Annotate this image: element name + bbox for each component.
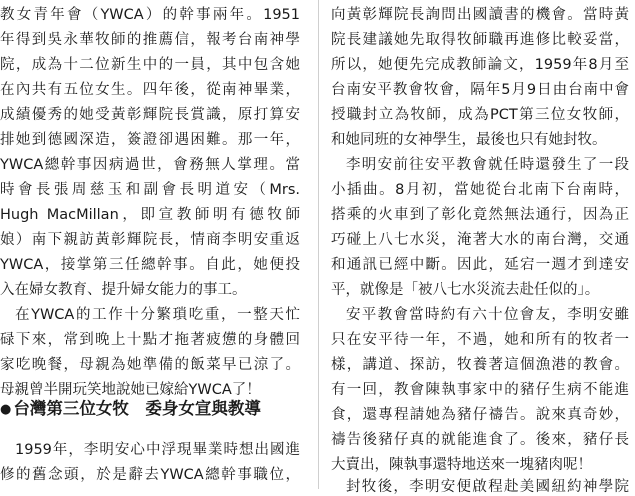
text-line: 和通訊已經中斷。因此，延宕一週才到達安	[331, 257, 629, 273]
text-line: 家吃晚餐，母親為她準備的飯菜早已涼了。	[0, 357, 300, 373]
text-line: 大賣出，陳執事還特地送來一塊豬肉呢！	[331, 457, 592, 473]
text-line: 平，就像是「被八七水災流去赴任似的」。	[331, 282, 600, 298]
text-line: 年得到吳永華牧師的推薦信，報考台南神學	[0, 32, 300, 48]
text-line: 授職封立為牧師，成為PCT第三位女牧師，	[331, 107, 629, 123]
paragraph-first-line: 在YWCA的工作十分繁瑣吃重，一整天忙	[15, 307, 300, 323]
text-line: 巧碰上八七水災，淹著大水的南台灣，交通	[331, 232, 629, 248]
text-line: 成績優秀的她受黃彰輝院長賞識，原打算安	[0, 107, 300, 123]
text-line: 時會長張周慈玉和副會長明道安（Mrs.	[0, 182, 300, 198]
text-line: YWCA，接掌第三任總幹事。自此，她便投	[0, 257, 300, 273]
left-column	[0, 0, 306, 489]
text-line: 娘）南下親訪黃彰輝院長，情商李明安重返	[0, 232, 300, 248]
bullet-icon: ●	[0, 402, 12, 417]
text-line: 有一回，教會陳執事家中的豬仔生病不能進	[331, 382, 629, 398]
text-line: YWCA總幹事因病過世，會務無人掌理。當	[0, 157, 300, 173]
column-divider	[318, 0, 319, 489]
paragraph-first-line: 李明安前往安平教會就任時還發生了一段	[346, 157, 629, 173]
text-line: 和她同班的女神學生，最後也只有她封牧。	[331, 132, 607, 148]
text-line: 只在安平待一年，不過，她和所有的牧者一	[331, 332, 629, 348]
text-line: 向黃彰輝院長詢問出國讀書的機會。當時黃	[331, 7, 629, 23]
section-heading	[0, 398, 261, 421]
text-line: 在內共有五位女生。四年後，從南神畢業，	[0, 82, 300, 98]
text-line: 食，還專程請她為豬仔禱告。說來真奇妙，	[331, 407, 629, 423]
section-heading-text: 台灣第三位女牧 委身女宣與教導	[13, 399, 261, 418]
paragraph-first-line: 封牧後，李明安便啟程赴美國紐約神學院	[346, 479, 629, 495]
text-line: 教女青年會（YWCA）的幹事兩年。1951	[0, 7, 300, 23]
text-line: 台南安平教會牧會，隔年5月9日由台南中會	[331, 82, 629, 98]
text-line: 所以，她便先完成教師論文，1959年8月至	[331, 57, 629, 73]
text-line: 入在婦女教育、提升婦女能力的事工。	[0, 282, 247, 298]
text-line: 排她到德國深造，簽證卻遇困難。那一年，	[0, 132, 300, 148]
text-line: 修的舊念頭，於是辭去YWCA總幹事職位，	[0, 467, 300, 483]
text-line: 母親曾半開玩笑地說她已嫁給YWCA了！	[0, 382, 261, 398]
text-line: 小插曲。8月初，當她從台北南下台南時，	[331, 182, 629, 198]
text-line: 樣，講道、探訪，牧養著這個漁港的教會。	[331, 357, 629, 373]
text-line: 碌下來，常到晚上十點才拖著疲憊的身體回	[0, 332, 300, 348]
paragraph-first-line: 安平教會當時約有六十位會友，李明安雖	[346, 307, 629, 323]
text-line: 院，成為十二位新生中的一員，其中包含她	[0, 57, 300, 73]
right-column	[331, 0, 635, 495]
text-line: Hugh MacMillan，即宣教師明有德牧師	[0, 207, 300, 223]
text-line: 搭乘的火車到了彰化竟然無法通行，因為正	[331, 207, 629, 223]
text-line: 禱告後豬仔真的就能進食了。後來，豬仔長	[331, 432, 629, 448]
text-line: 院長建議她先取得牧師職再進修比較妥當，	[331, 32, 629, 48]
paragraph-first-line: 1959年，李明安心中浮現畢業時想出國進	[15, 442, 300, 458]
